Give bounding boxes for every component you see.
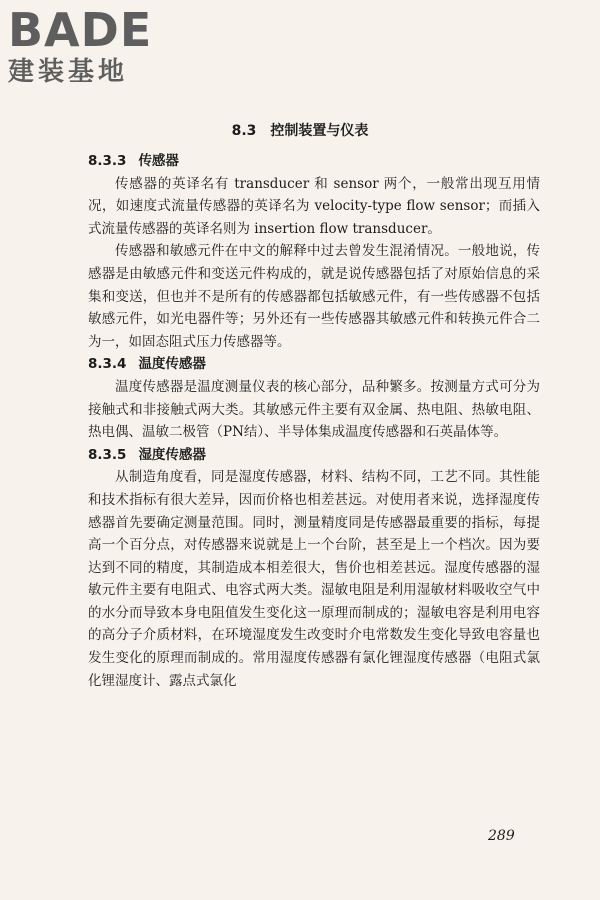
subsection-sensor	[88, 150, 540, 353]
subsection-number: 8.3.3	[88, 153, 127, 169]
paragraph: 传感器和敏感元件在中文的解释中过去曾发生混淆情况。一般地说，传感器是由敏感元件和变送元件构成的，就是说传感器包括了对原始信息的采集和变送，但也并不是所有的传感器都包括敏感元件，有一些传感器不包括敏感元件，如光电器件等；另外还有一些传感器其敏感元件和转换元件合二为一，如固态阻式压力传感器等。	[88, 243, 540, 350]
page-number: 289	[488, 828, 515, 844]
subsection-title: 湿度传感器	[138, 446, 206, 463]
section-title-text: 控制装置与仪表	[270, 123, 369, 139]
subsection-heading	[88, 150, 540, 173]
page-body	[88, 150, 540, 692]
subsection-temperature-sensor	[88, 353, 540, 443]
subsection-number: 8.3.5	[88, 446, 127, 463]
logo-wordmark: BADE	[8, 3, 153, 57]
subsection-humidity-sensor	[88, 444, 540, 693]
subsection-heading	[88, 353, 540, 376]
subsection-heading	[88, 444, 540, 467]
paragraph: 传感器的英译名有 transducer 和 sensor 两个，一般常出现互用情况，如速度式流量传感器的英译名为 velocity-type flow sensor；而插入式流量传感器的英译名则为 insertion flow transducer。	[88, 175, 540, 237]
brand-logo	[8, 3, 183, 88]
logo-subtitle: 建装基地	[8, 57, 129, 87]
paragraph: 温度传感器是温度测量仪表的核心部分，品种繁多。按测量方式可分为接触式和非接触式两大类。其敏感元件主要有双金属、热电阻、热敏电阻、热电偶、温敏二极管（PN结）、半导体集成温度传感器和石英晶体等。	[88, 378, 540, 441]
paragraph: 从制造角度看，同是湿度传感器，材料、结构不同，工艺不同。其性能和技术指标有很大差异，因而价格也相差甚远。对使用者来说，选择湿度传感器首先要确定测量范围。同时，测量精度同是传感器最重要的指标，每提高一个百分点，对传感器来说就是上一个台阶，甚至是上一个档次。因为要达到不同的精度，其制造成本相差很大，售价也相差甚远。湿度传感器的湿敏元件主要有电阻式、电容式两大类。湿敏电阻是利用湿敏材料吸收空气中的水分而导致本身电阻值发生变化这一原理而制成的；湿敏电容是利用电容的高分子介质材料，在环境湿度发生改变时介电常数发生变化导致电容量也发生变化的原理而制成的。常用湿度传感器有氯化锂湿度传感器（电阻式氯化锂湿度计、露点式氯化	[88, 469, 540, 689]
section-title	[0, 120, 600, 140]
subsection-number: 8.3.4	[88, 356, 127, 373]
section-number: 8.3	[231, 123, 257, 139]
subsection-title: 传感器	[138, 153, 179, 169]
subsection-title: 温度传感器	[138, 356, 206, 373]
